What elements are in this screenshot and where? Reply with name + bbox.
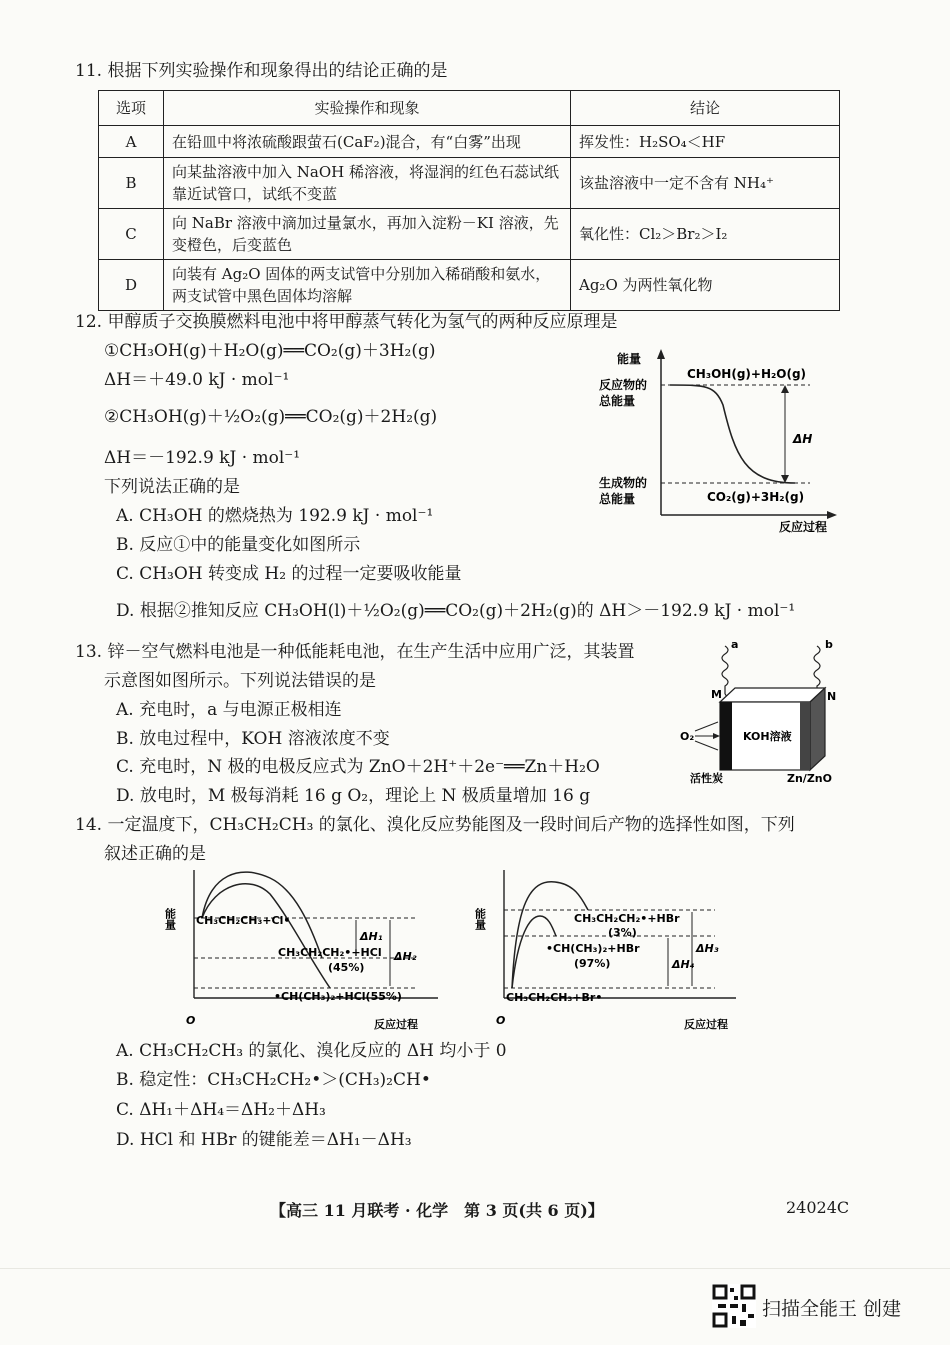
q12-ask: 下列说法正确的是 <box>104 477 240 497</box>
q12-option-d: D. 根据②推知反应 CH₃OH(l)＋½O₂(g)══CO₂(g)＋2H₂(g)的 ΔH＞－192.9 kJ · mol⁻¹ <box>116 601 796 621</box>
q12-dh2: ΔH＝－192.9 kJ · mol⁻¹ <box>104 448 301 468</box>
fig-y-axis: 能量 <box>473 908 487 930</box>
q12-eq2: ②CH₃OH(g)＋½O₂(g)══CO₂(g)＋2H₂(g) <box>104 407 438 427</box>
page-footer: 【高三 11 月联考 · 化学 第 3 页(共 6 页)】 <box>270 1201 604 1220</box>
fig-product-2-selectivity: (97%) <box>574 957 611 970</box>
fig-product-label-1: 生成物的 <box>599 476 648 490</box>
q13-option-b: B. 放电过程中，KOH 溶液浓度不变 <box>116 729 390 749</box>
q13-battery-diagram <box>675 636 850 786</box>
row-option: A <box>99 126 164 158</box>
header-operation: 实验操作和现象 <box>164 91 571 126</box>
q12-stem: 12. 甲醇质子交换膜燃料电池中将甲醇蒸气转化为氢气的两种反应原理是 <box>75 312 618 332</box>
fig-electrode-m: M <box>711 688 722 701</box>
header-conclusion: 结论 <box>571 91 840 126</box>
fig-product-2: •CH(CH₃)₂+HBr <box>546 942 640 955</box>
fig-dh3: ΔH₃ <box>696 942 719 955</box>
q12-dh1: ΔH＝＋49.0 kJ · mol⁻¹ <box>104 370 290 390</box>
header-option: 选项 <box>99 91 164 126</box>
fig-terminal-b: b <box>825 638 833 651</box>
fig-product-1-selectivity: (45%) <box>328 961 365 974</box>
row-option: C <box>99 209 164 260</box>
divider <box>0 1268 950 1269</box>
q11-table <box>98 90 840 311</box>
fig-terminal-a: a <box>731 638 739 651</box>
exam-code: 24024C <box>786 1198 850 1217</box>
q14-option-b: B. 稳定性：CH₃CH₂CH₂•＞(CH₃)₂CH• <box>116 1070 431 1090</box>
fig-electrode-n: N <box>827 690 837 703</box>
q14-option-a: A. CH₃CH₂CH₃ 的氯化、溴化反应的 ΔH 均小于 0 <box>116 1041 507 1061</box>
fig-products: CO₂(g)+3H₂(g) <box>707 490 805 504</box>
table-row <box>99 158 840 209</box>
fig-product-2: •CH(CH₃)₂+HCl(55%) <box>274 990 402 1003</box>
q14-stem-2: 叙述正确的是 <box>104 844 206 864</box>
q11-stem: 11. 根据下列实验操作和现象得出的结论正确的是 <box>75 61 448 81</box>
row-operation: 向装有 Ag₂O 固体的两支试管中分别加入稀硝酸和氨水，两支试管中黑色固体均溶解 <box>164 260 571 311</box>
fig-dh1: ΔH₁ <box>360 930 383 943</box>
row-operation: 在铅皿中将浓硫酸跟萤石(CaF₂)混合，有“白雾”出现 <box>164 126 571 158</box>
q14-bromination-diagram <box>473 864 755 1032</box>
fig-o2: O₂ <box>680 730 695 743</box>
fig-start: CH₃CH₂CH₃+Br• <box>506 991 603 1004</box>
q13-option-d: D. 放电时，M 极每消耗 16 g O₂，理论上 N 极质量增加 16 g <box>116 786 591 806</box>
q14-option-c: C. ΔH₁＋ΔH₄＝ΔH₂＋ΔH₃ <box>116 1100 326 1120</box>
fig-dh4: ΔH₄ <box>672 958 695 971</box>
fig-reactant-label-2: 总能量 <box>599 394 636 408</box>
fig-product-label-2: 总能量 <box>599 492 636 506</box>
fig-origin: O <box>496 1014 506 1027</box>
row-operation: 向 NaBr 溶液中滴加过量氯水，再加入淀粉－KI 溶液，先变橙色，后变蓝色 <box>164 209 571 260</box>
row-option: B <box>99 158 164 209</box>
fig-product-1: CH₃CH₂CH₂•+HBr <box>574 912 680 925</box>
row-conclusion: 氧化性：Cl₂＞Br₂＞I₂ <box>571 209 840 260</box>
watermark-text: 扫描全能王 创建 <box>762 1298 902 1320</box>
q12-option-b: B. 反应①中的能量变化如图所示 <box>116 535 361 555</box>
fig-x-axis: 反应过程 <box>684 1018 728 1031</box>
q12-option-a: A. CH₃OH 的燃烧热为 192.9 kJ · mol⁻¹ <box>116 506 434 526</box>
fig-koh-solution: KOH溶液 <box>743 730 792 743</box>
fig-product-1: CH₃CH₂CH₂•+HCl <box>278 946 382 959</box>
q12-energy-diagram <box>595 345 845 540</box>
fig-carbon: 活性炭 <box>690 772 723 785</box>
q14-chlorination-diagram <box>163 864 445 1032</box>
row-operation: 向某盐溶液中加入 NaOH 稀溶液，将湿润的红色石蕊试纸靠近试管口，试纸不变蓝 <box>164 158 571 209</box>
fig-reactant-label-1: 反应物的 <box>599 378 648 392</box>
fig-origin: O <box>186 1014 196 1027</box>
table-row <box>99 260 840 311</box>
q13-stem-1: 13. 锌－空气燃料电池是一种低能耗电池，在生产生活中应用广泛，其装置 <box>75 642 635 662</box>
fig-y-axis: 能量 <box>617 352 642 366</box>
q14-stem-1: 14. 一定温度下，CH₃CH₂CH₃ 的氯化、溴化反应势能图及一段时间后产物的选择性如图，下列 <box>75 815 795 835</box>
row-conclusion: Ag₂O 为两性氧化物 <box>571 260 840 311</box>
fig-x-axis: 反应过程 <box>374 1018 418 1031</box>
qr-code-icon <box>712 1284 756 1328</box>
q12-eq1: ①CH₃OH(g)＋H₂O(g)══CO₂(g)＋3H₂(g) <box>104 341 436 361</box>
fig-reactants: CH₃OH(g)+H₂O(g) <box>687 367 807 381</box>
q14-option-d: D. HCl 和 HBr 的键能差＝ΔH₁－ΔH₃ <box>116 1130 412 1150</box>
q12-option-c: C. CH₃OH 转变成 H₂ 的过程一定要吸收能量 <box>116 564 462 584</box>
fig-zn-zno: Zn/ZnO <box>787 772 832 785</box>
table-row <box>99 209 840 260</box>
fig-x-axis: 反应过程 <box>779 520 828 534</box>
fig-dh2: ΔH₂ <box>394 950 417 963</box>
fig-dh: ΔH <box>793 432 813 446</box>
table-row <box>99 126 840 158</box>
fig-product-1-selectivity: (3%) <box>608 926 637 939</box>
q13-stem-2: 示意图如图所示。下列说法错误的是 <box>104 671 376 691</box>
table-header-row <box>99 91 840 126</box>
row-option: D <box>99 260 164 311</box>
q13-option-c: C. 充电时，N 极的电极反应式为 ZnO＋2H⁺＋2e⁻══Zn＋H₂O <box>116 757 600 777</box>
fig-start: CH₃CH₂CH₃+Cl• <box>196 914 291 927</box>
row-conclusion: 挥发性：H₂SO₄＜HF <box>571 126 840 158</box>
fig-y-axis: 能量 <box>163 908 177 930</box>
q13-option-a: A. 充电时，a 与电源正极相连 <box>116 700 342 720</box>
row-conclusion: 该盐溶液中一定不含有 NH₄⁺ <box>571 158 840 209</box>
